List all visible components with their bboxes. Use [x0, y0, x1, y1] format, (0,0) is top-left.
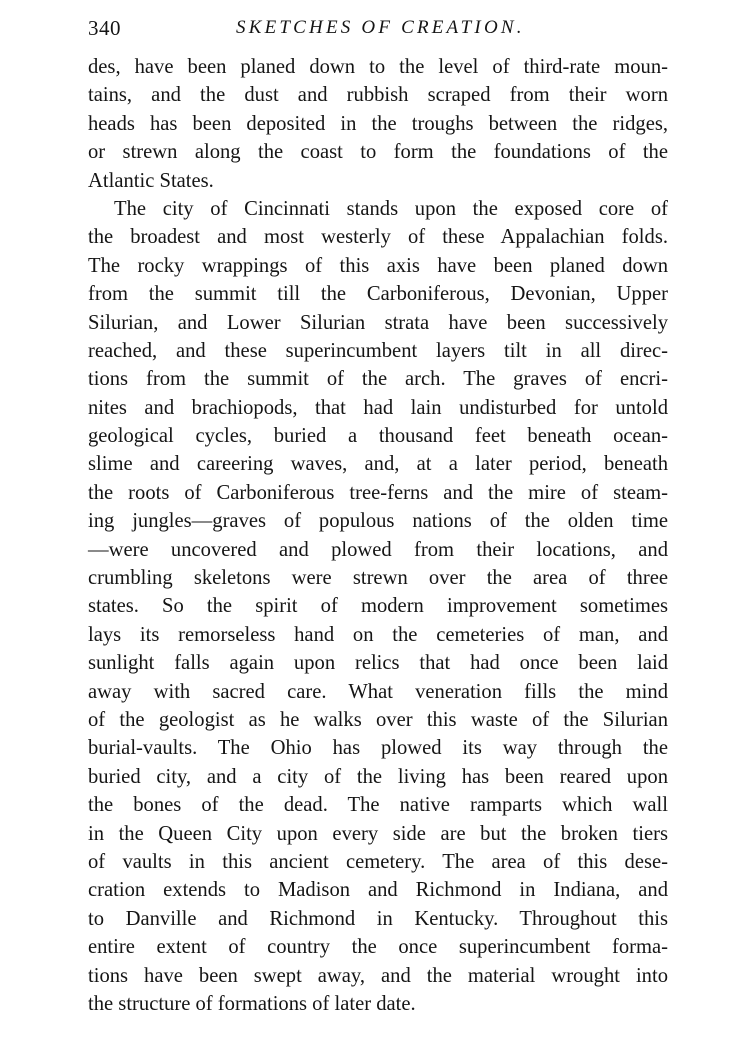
text-line: The city of Cincinnati stands upon the exposed core of [114, 197, 668, 220]
text-line: sunlight falls again upon relics that had once been laid [88, 652, 668, 675]
text-line: heads has been deposited in the troughs between the ridges, [88, 112, 668, 135]
paragraph [88, 195, 668, 1018]
text-line: buried city, and a city of the living has been reared upon [88, 765, 668, 788]
text-line: of vaults in this ancient cemetery. The area of this dese- [88, 850, 668, 873]
text-line: Silurian, and Lower Silurian strata have been successively [88, 311, 668, 334]
paragraph [88, 53, 668, 195]
text-line: burial-vaults. The Ohio has plowed its way through the [88, 737, 668, 760]
text-line: reached, and these superincumbent layers tilt in all direc- [88, 339, 668, 362]
text-line: —were uncovered and plowed from their locations, and [88, 538, 668, 561]
text-line: The rocky wrappings of this axis have been planed down [88, 254, 668, 277]
running-title: SKETCHES OF CREATION. [236, 17, 525, 38]
running-head [88, 16, 668, 46]
text-line: of the geologist as he walks over this waste of the Silurian [88, 708, 668, 731]
text-line: the broadest and most westerly of these Appalachian folds. [88, 226, 668, 249]
text-line: crumbling skeletons were strewn over the area of three [88, 567, 668, 590]
text-line: or strewn along the coast to form the foundations of the [88, 141, 668, 164]
text-line: from the summit till the Carboniferous, Devonian, Upper [88, 283, 668, 306]
text-line: ing jungles—graves of populous nations of the olden time [88, 510, 668, 533]
text-line: the roots of Carboniferous tree-ferns and the mire of steam- [88, 481, 668, 504]
text-line: the structure of formations of later date. [88, 992, 416, 1015]
text-line: des, have been planed down to the level of third-rate moun- [88, 56, 668, 78]
text-line: slime and careering waves, and, at a later period, beneath [88, 453, 668, 476]
text-line: nites and brachiopods, that had lain undisturbed for untold [88, 396, 668, 419]
text-line: the bones of the dead. The native ramparts which wall [88, 794, 668, 817]
text-line: to Danville and Richmond in Kentucky. Throughout this [88, 907, 668, 930]
body-text [88, 53, 668, 1018]
text-line: Atlantic States. [88, 169, 214, 192]
text-line: tions have been swept away, and the material wrought into [88, 964, 668, 987]
text-line: cration extends to Madison and Richmond in Indiana, and [88, 879, 668, 902]
text-line: tions from the summit of the arch. The graves of encri- [88, 368, 668, 391]
text-line: away with sacred care. What veneration fills the mind [88, 680, 668, 703]
page-number: 340 [88, 16, 121, 40]
text-line: states. So the spirit of modern improvement sometimes [88, 595, 668, 618]
text-line: lays its remorseless hand on the cemeteries of man, and [88, 623, 668, 646]
text-line: entire extent of country the once superincumbent forma- [88, 936, 668, 959]
text-line: tains, and the dust and rubbish scraped from their worn [88, 84, 668, 107]
text-line: geological cycles, buried a thousand feet beneath ocean- [88, 425, 668, 448]
text-line: in the Queen City upon every side are but the broken tiers [88, 822, 668, 845]
